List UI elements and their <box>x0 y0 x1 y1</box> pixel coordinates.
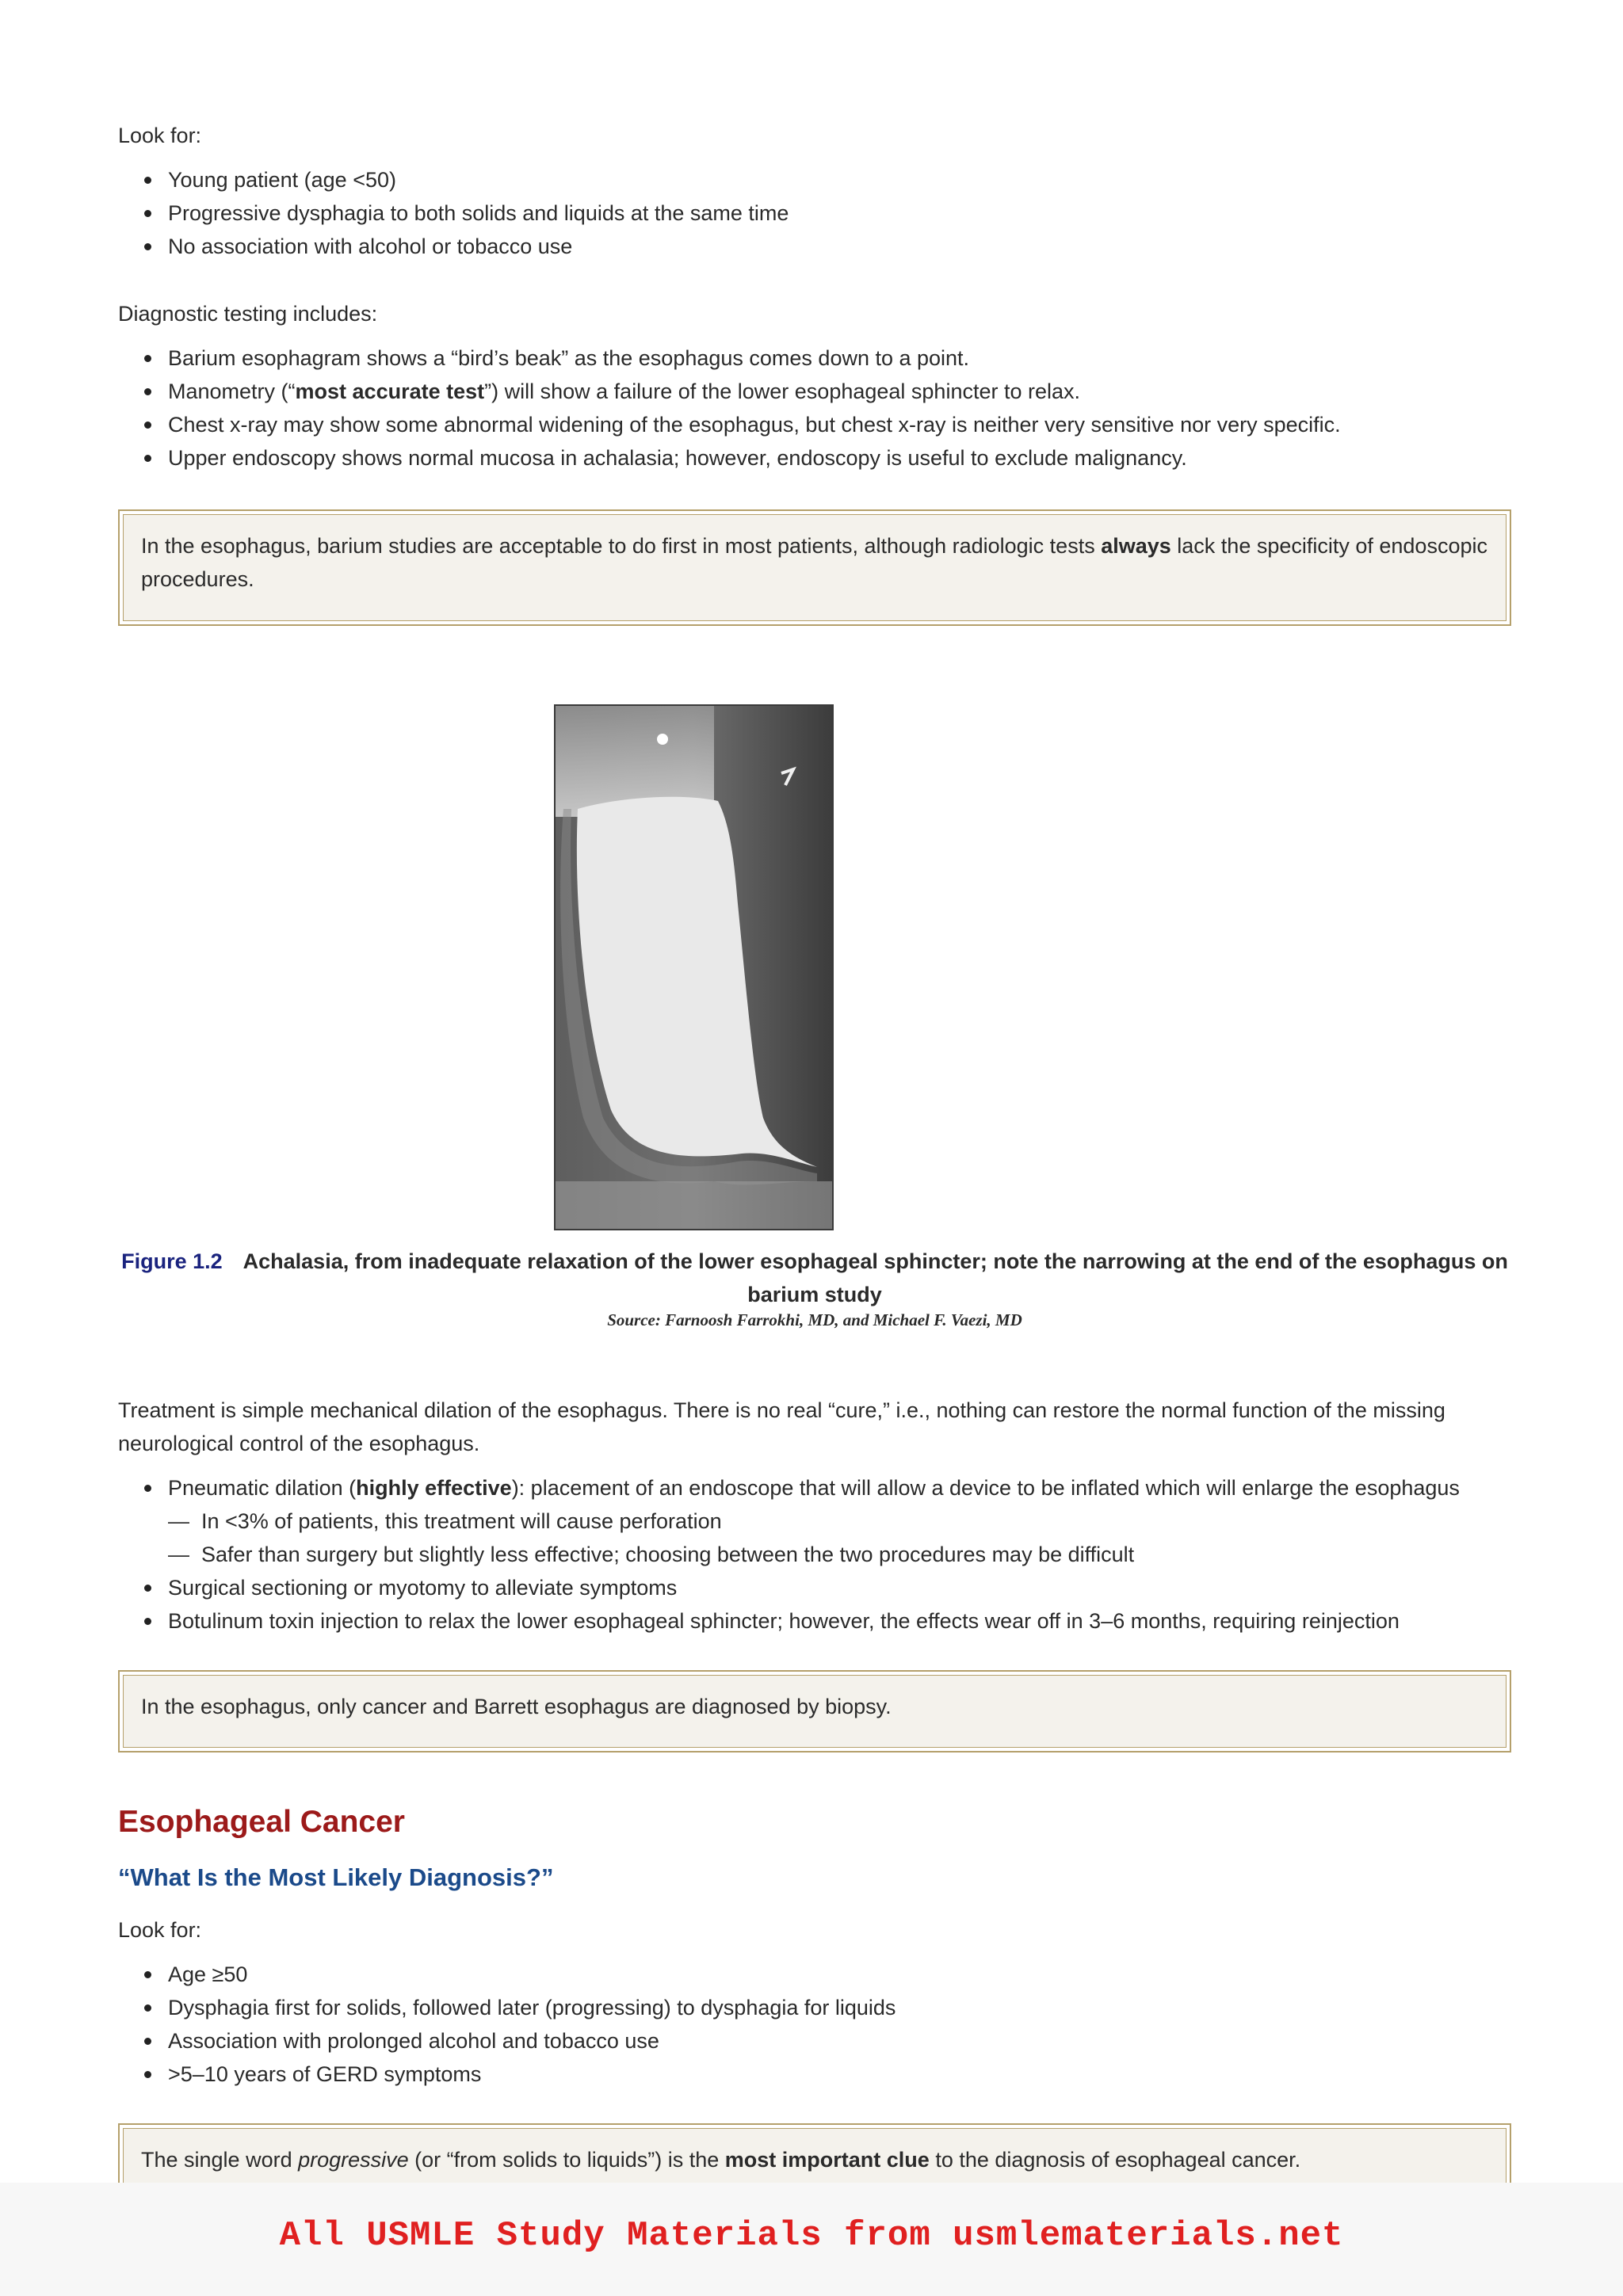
diagnostic-list <box>118 341 1511 475</box>
figure-source: Source: Farnoosh Farrokhi, MD, and Michael F. Vaezi, MD <box>607 1310 1022 1329</box>
figure-caption-text: Achalasia, from inadequate relaxation of the lower esophageal sphincter; note the narrowing at the end of the esophagus on barium study <box>242 1249 1508 1306</box>
list-item: Association with prolonged alcohol and tobacco use <box>118 2024 1511 2058</box>
list-item: Young patient (age <50) <box>118 163 1511 196</box>
sub-list-item: — Safer than surgery but slightly less effective; choosing between the two procedures may be difficult <box>118 1538 1511 1571</box>
list-item: >5–10 years of GERD symptoms <box>118 2058 1511 2091</box>
barium-esophagram-image <box>554 704 834 1230</box>
note-text: In the esophagus, only cancer and Barrett esophagus are diagnosed by biopsy. <box>123 1675 1507 1748</box>
section-subheading: “What Is the Most Likely Diagnosis?” <box>118 1863 554 1891</box>
sub-list <box>118 1505 1511 1571</box>
bold-text: most accurate test <box>295 379 485 403</box>
look-for-section <box>118 119 1511 263</box>
figure-label: Figure 1.2 <box>121 1249 223 1273</box>
note-text: In the esophagus, barium studies are acceptable to do first in most patients, although radiologic tests always lack the specificity of endoscopic procedures. <box>123 514 1507 621</box>
look-for-label: Look for: <box>118 124 202 147</box>
diagnostic-intro: Diagnostic testing includes: <box>118 302 378 326</box>
footer-watermark: All USMLE Study Materials from usmlematerials.net <box>279 2216 1344 2256</box>
list-item: Barium esophagram shows a “bird’s beak” as the esophagus comes down to a point. <box>118 341 1511 375</box>
list-item: Upper endoscopy shows normal mucosa in achalasia; however, endoscopy is useful to exclude malignancy. <box>118 441 1511 475</box>
list-item: Chest x-ray may show some abnormal widening of the esophagus, but chest x-ray is neither very sensitive nor very specific. <box>118 408 1511 441</box>
sub-list-item: — In <3% of patients, this treatment will cause perforation <box>118 1505 1511 1538</box>
list-item: Progressive dysphagia to both solids and liquids at the same time <box>118 196 1511 230</box>
list-item: Pneumatic dilation (highly effective): placement of an endoscope that will allow a device to be inflated which will enlarge the esophagus — In <3% of patients, this treatment will cause perforation — Safer than surgery but slightly less effective; choosing between the two procedures may be difficult <box>118 1471 1511 1571</box>
note-text: The single word progressive (or “from solids to liquids”) is the most important clue to the diagnosis of esophageal cancer. <box>123 2128 1507 2222</box>
note-box <box>118 1670 1511 1753</box>
cancer-look-for-section <box>118 1913 1511 2091</box>
look-for-label: Look for: <box>118 1918 202 1942</box>
list-item: Botulinum toxin injection to relax the lower esophageal sphincter; however, the effects wear off in 3–6 months, requiring reinjection <box>118 1604 1511 1638</box>
bold-text: highly effective <box>356 1476 512 1500</box>
list-item: No association with alcohol or tobacco use <box>118 230 1511 263</box>
list-item: Age ≥50 <box>118 1958 1511 1991</box>
figure-caption <box>118 1245 1511 1311</box>
diagnostic-section <box>118 297 1511 475</box>
section-heading: Esophageal Cancer <box>118 1805 405 1839</box>
look-for-list <box>118 163 1511 263</box>
note-box <box>118 509 1511 626</box>
list-item: Dysphagia first for solids, followed later (progressing) to dysphagia for liquids <box>118 1991 1511 2024</box>
treatment-intro: Treatment is simple mechanical dilation of the esophagus. There is no real “cure,” i.e., nothing can restore the normal function of the missing neurological control of the esophagus. <box>118 1398 1445 1455</box>
list-item: Surgical sectioning or myotomy to alleviate symptoms <box>118 1571 1511 1604</box>
treatment-section <box>118 1394 1511 1638</box>
list-item: Manometry (“most accurate test”) will show a failure of the lower esophageal sphincter to relax. <box>118 375 1511 408</box>
treatment-list <box>118 1471 1511 1638</box>
cancer-look-for-list <box>118 1958 1511 2091</box>
